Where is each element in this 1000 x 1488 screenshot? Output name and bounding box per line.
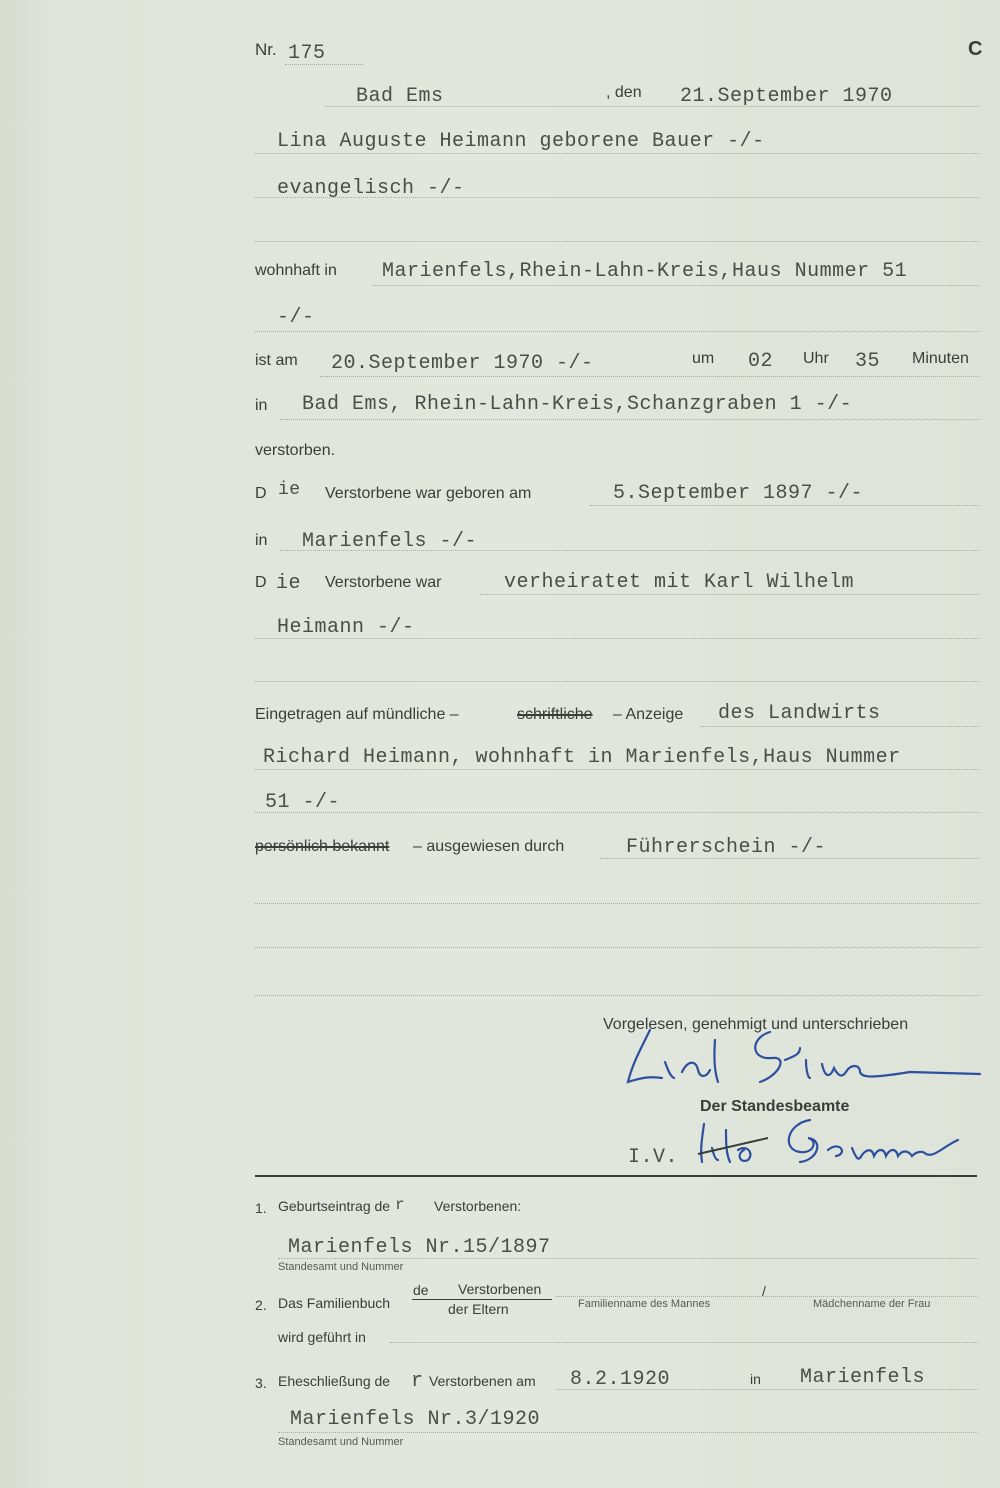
item2-label: Das Familienbuch bbox=[278, 1295, 391, 1311]
line-header bbox=[325, 106, 980, 107]
report-label-2: – Anzeige bbox=[613, 706, 684, 723]
birth-place: Marienfels -/- bbox=[302, 530, 478, 553]
line-item3 bbox=[555, 1389, 978, 1390]
item2-de: de bbox=[413, 1282, 429, 1298]
line-blank-1 bbox=[255, 241, 980, 242]
line-death-place bbox=[280, 419, 980, 420]
line-item2-names bbox=[555, 1296, 978, 1297]
marital-status-cont: Heimann -/- bbox=[277, 616, 415, 639]
item1-suffix: r bbox=[395, 1196, 406, 1214]
item2-caption-man: Familienname des Mannes bbox=[578, 1298, 711, 1310]
nr-underline bbox=[285, 64, 363, 65]
item1-label-2: Verstorbenen: bbox=[434, 1198, 522, 1214]
item1-number: 1. bbox=[255, 1200, 267, 1216]
item3-in-label: in bbox=[750, 1371, 761, 1387]
uhr-label: Uhr bbox=[803, 350, 829, 367]
line-reporter bbox=[255, 769, 980, 770]
verstorben-label: verstorben. bbox=[255, 442, 336, 459]
residence-label: wohnhaft in bbox=[255, 262, 337, 279]
item2-label-2: wird geführt in bbox=[278, 1329, 366, 1345]
footer-divider bbox=[255, 1175, 977, 1177]
death-place: Bad Ems, Rhein-Lahn-Kreis,Schanzgraben 1 -/- bbox=[302, 393, 853, 416]
birth-date: 5.September 1897 -/- bbox=[613, 482, 864, 505]
registry-place: Bad Ems bbox=[356, 85, 444, 108]
official-signature bbox=[690, 1110, 970, 1170]
death-place-label: in bbox=[255, 397, 268, 414]
line-report bbox=[700, 726, 980, 727]
line-residence-cont bbox=[255, 331, 980, 332]
line-reporter-cont bbox=[255, 812, 980, 813]
line-identification bbox=[600, 858, 980, 859]
marriage-date: 8.2.1920 bbox=[570, 1368, 671, 1391]
registry-date: 21.September 1970 bbox=[680, 85, 893, 108]
item3-label-2: Verstorbenen am bbox=[429, 1373, 536, 1389]
marriage-prefix: D bbox=[255, 574, 267, 591]
reporter-details: Richard Heimann, wohnhaft in Marienfels,Haus Nummer bbox=[263, 746, 901, 769]
line-blank-3 bbox=[255, 903, 980, 904]
item2-slash: / bbox=[762, 1283, 766, 1299]
birth-entry-value: Marienfels Nr.15/1897 bbox=[288, 1236, 551, 1259]
um-label: um bbox=[692, 350, 715, 367]
identification-label: – ausgewiesen durch bbox=[413, 838, 565, 855]
line-religion bbox=[255, 197, 980, 198]
line-birth-date bbox=[590, 505, 980, 506]
reporter-details-cont: 51 -/- bbox=[265, 791, 341, 814]
item1-label: Geburtseintrag de bbox=[278, 1198, 391, 1214]
den-label: , den bbox=[606, 84, 642, 101]
marriage-label: Verstorbene war bbox=[325, 574, 442, 591]
item1-caption: Standesamt und Nummer bbox=[278, 1261, 404, 1273]
deceased-residence-cont: -/- bbox=[277, 306, 315, 329]
item2-number: 2. bbox=[255, 1297, 267, 1313]
line-residence bbox=[372, 285, 980, 286]
corner-letter: C bbox=[968, 38, 983, 60]
line-blank-5 bbox=[255, 995, 980, 996]
reporter-occupation: des Landwirts bbox=[718, 702, 881, 725]
line-item1 bbox=[278, 1258, 978, 1259]
marriage-pronoun-suffix: ie bbox=[276, 572, 302, 595]
line-blank-4 bbox=[255, 947, 980, 948]
reporter-signature bbox=[610, 1020, 990, 1095]
iv-label: I.V. bbox=[628, 1146, 679, 1169]
death-minutes: 35 bbox=[855, 350, 881, 373]
deceased-residence: Marienfels,Rhein-Lahn-Kreis,Haus Nummer 51 bbox=[382, 260, 908, 283]
death-hour: 02 bbox=[748, 350, 774, 373]
marital-status: verheiratet mit Karl Wilhelm bbox=[504, 571, 855, 594]
item3-caption: Standesamt und Nummer bbox=[278, 1436, 404, 1448]
line-death-date bbox=[320, 376, 980, 377]
report-label: Eingetragen auf mündliche – bbox=[255, 706, 459, 723]
minuten-label: Minuten bbox=[912, 350, 969, 367]
birth-place-label: in bbox=[255, 532, 268, 549]
death-date-label: ist am bbox=[255, 352, 298, 369]
birth-pronoun-suffix: ie bbox=[278, 480, 301, 500]
item2-caption-woman: Mädchenname der Frau bbox=[813, 1298, 931, 1310]
marriage-entry-value: Marienfels Nr.3/1920 bbox=[290, 1408, 541, 1431]
deceased-religion: evangelisch -/- bbox=[277, 177, 465, 200]
entry-number: 175 bbox=[288, 42, 326, 65]
report-struck-word: schriftliche bbox=[517, 706, 593, 723]
item3-suffix: r bbox=[411, 1370, 424, 1393]
identification-document: Führerschein -/- bbox=[626, 836, 827, 859]
line-blank-2 bbox=[255, 681, 980, 682]
birth-prefix: D bbox=[255, 485, 267, 502]
line-name bbox=[255, 153, 980, 154]
item3-number: 3. bbox=[255, 1375, 267, 1391]
identification-struck: persönlich bekannt bbox=[255, 838, 390, 855]
birth-label: Verstorbene war geboren am bbox=[325, 485, 532, 502]
line-item3-entry bbox=[278, 1432, 978, 1433]
nr-label: Nr. bbox=[255, 40, 277, 59]
line-marital-status bbox=[480, 594, 980, 595]
official-label: Der Standesbeamte bbox=[700, 1098, 850, 1115]
deceased-name: Lina Auguste Heimann geborene Bauer -/- bbox=[277, 130, 765, 153]
line-birth-place bbox=[280, 550, 980, 551]
item3-label: Eheschließung de bbox=[278, 1373, 391, 1389]
marriage-place: Marienfels bbox=[800, 1366, 926, 1389]
read-approved-label: Vorgelesen, genehmigt und unterschrieben bbox=[603, 1016, 909, 1033]
item2-eltern: der Eltern bbox=[448, 1301, 509, 1317]
item2-verstorbenen: Verstorbenen bbox=[458, 1281, 542, 1297]
death-date: 20.September 1970 -/- bbox=[331, 352, 594, 375]
line-item2 bbox=[390, 1342, 978, 1343]
item2-fraction-line bbox=[412, 1299, 552, 1300]
line-marital-cont bbox=[255, 638, 980, 639]
